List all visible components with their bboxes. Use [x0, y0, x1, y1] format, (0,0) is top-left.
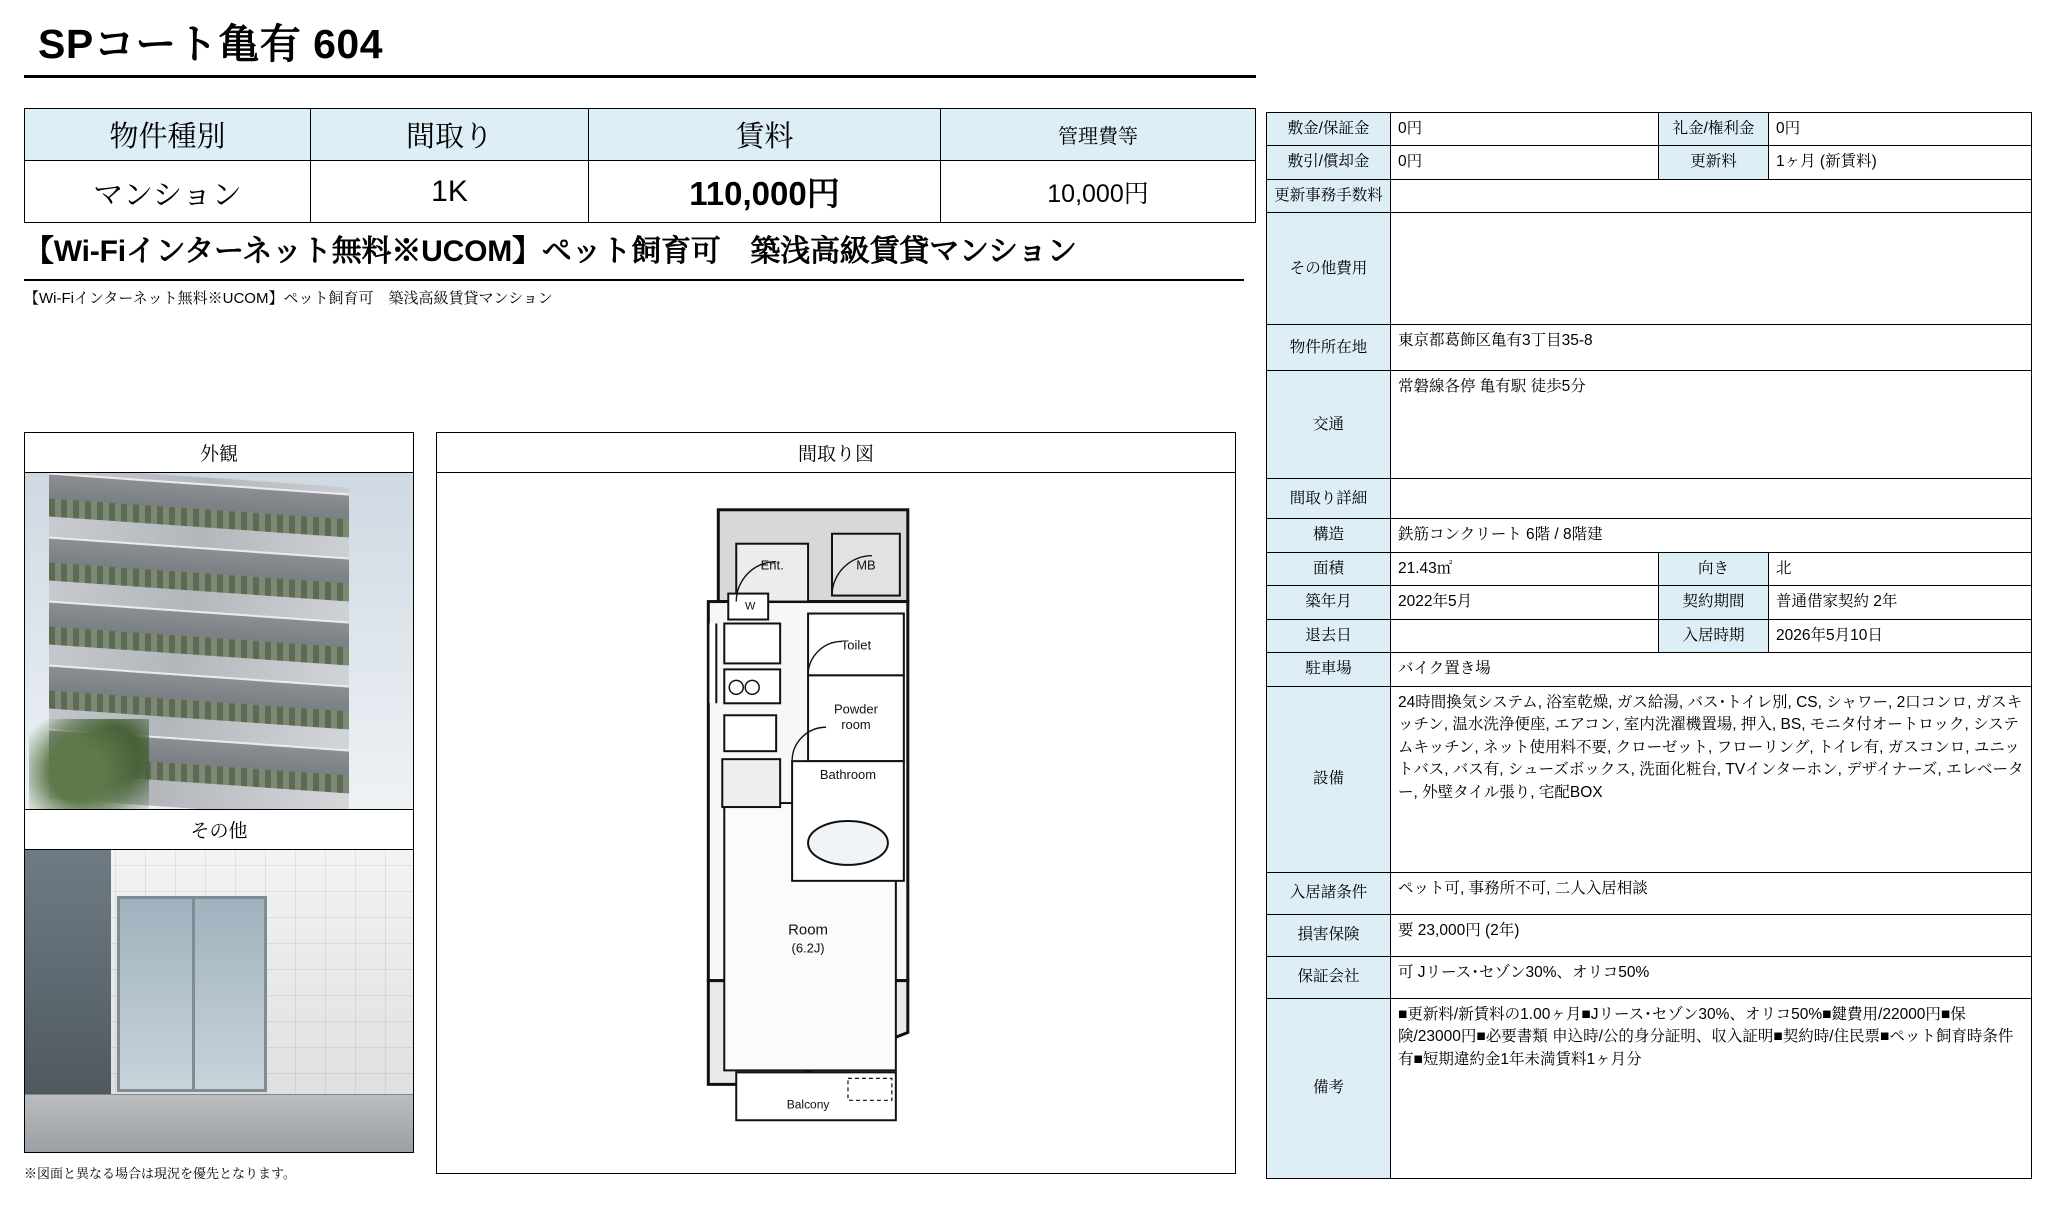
label-built: 築年月 [1267, 586, 1391, 619]
value-renew-admin [1391, 179, 2032, 212]
value-contract: 普通借家契約 2年 [1769, 586, 2032, 619]
value-conditions: ペット可, 事務所不可, 二人入居相談 [1391, 872, 2032, 914]
summary-value-mgmt: 10,000円 [941, 161, 1256, 223]
value-amortize: 0円 [1391, 146, 1659, 179]
left-column [24, 108, 1256, 308]
row-guarantor [1267, 956, 2032, 998]
summary-header-layout: 間取り [311, 109, 589, 161]
summary-header-row [25, 109, 1256, 161]
exterior-caption: 外観 [25, 433, 413, 473]
floorplan-caption: 間取り図 [437, 433, 1235, 473]
label-moveout: 退去日 [1267, 619, 1391, 652]
value-renew-fee: 1ヶ月 (新賃料) [1769, 146, 2032, 179]
label-amortize: 敷引/償却金 [1267, 146, 1391, 179]
label-conditions: 入居諸条件 [1267, 872, 1391, 914]
label-direction: 向き [1659, 552, 1769, 585]
label-renew-admin: 更新事務手数料 [1267, 179, 1391, 212]
label-w: W [745, 600, 756, 613]
summary-value-rent: 110,000円 [589, 161, 941, 223]
summary-header-mgmt: 管理費等 [941, 109, 1256, 161]
label-area: 面積 [1267, 552, 1391, 585]
other-caption: その他 [25, 810, 413, 850]
label-address: 物件所在地 [1267, 325, 1391, 371]
label-guarantor: 保証会社 [1267, 956, 1391, 998]
catch-copy-sub: 【Wi-Fiインターネット無料※UCOM】ペット飼育可 築浅高級賃貸マンション [24, 289, 553, 307]
value-remarks: ■更新料/新賃料の1.00ヶ月■Jリース･セゾン30%、オリコ50%■鍵費用/22000円■保険/23000円■必要書類 申込時/公的身分証明、収入証明■契約時/住民票■ペット飼育時条件有■短期違約金1年未満賃料1ヶ月分 [1391, 998, 2032, 1178]
photo-column [24, 432, 414, 1182]
row-moveout [1267, 619, 2032, 652]
other-photo [25, 850, 413, 1152]
row-deposit [1267, 113, 2032, 146]
summary-value-layout: 1K [311, 161, 589, 223]
label-access: 交通 [1267, 371, 1391, 479]
floorplan-image [437, 473, 1235, 1173]
floorplan-box [436, 432, 1236, 1174]
label-key-money: 礼金/権利金 [1659, 113, 1769, 146]
row-area [1267, 552, 2032, 585]
value-other-cost [1391, 213, 2032, 325]
catch-copy: 【Wi-Fiインターネット無料※UCOM】ペット飼育可 築浅高級賃貸マンション [24, 233, 1244, 281]
value-address: 東京都葛飾区亀有3丁目35-8 [1391, 325, 2032, 371]
value-access: 常磐線各停 亀有駅 徒歩5分 [1391, 371, 2032, 479]
detail-column [1266, 112, 2032, 1179]
row-remarks [1267, 998, 2032, 1178]
label-deposit: 敷金/保証金 [1267, 113, 1391, 146]
summary-header-type: 物件種別 [25, 109, 311, 161]
label-layout-detail: 間取り詳細 [1267, 479, 1391, 519]
exterior-photo [25, 473, 413, 809]
value-key-money: 0円 [1769, 113, 2032, 146]
row-parking [1267, 653, 2032, 686]
disclaimer-note: ※図面と異なる場合は現況を優先となります。 [24, 1166, 296, 1181]
value-equipment: 24時間換気システム, 浴室乾燥, ガス給湯, バス･トイレ別, CS, シャワー, 2口コンロ, ガスキッチン, 温水洗浄便座, エアコン, 室内洗濯機置場, 押入, BS, モニタ付オートロック, システムキッチン, ネット使用料不要, クローゼット, フローリング, トイレ有, ガスコンロ, ユニットバス, バス有, シューズボックス, 洗面化粧台, TVインターホン, デザイナーズ, エレベーター, 外壁タイル張り, 宅配BOX [1391, 686, 2032, 872]
summary-header-rent: 賃料 [589, 109, 941, 161]
exterior-photo-box [24, 432, 414, 810]
detail-table [1266, 112, 2032, 1179]
label-bathroom: Bathroom [819, 767, 877, 783]
page-title [24, 18, 1256, 78]
label-remarks: 備考 [1267, 998, 1391, 1178]
summary-value-row [25, 161, 1256, 223]
row-layout-detail [1267, 479, 2032, 519]
label-ent: Ent. [760, 557, 784, 573]
label-mb: MB [856, 557, 876, 573]
value-movein: 2026年5月10日 [1769, 619, 2032, 652]
value-structure: 鉄筋コンクリート 6階 / 8階建 [1391, 519, 2032, 552]
value-deposit: 0円 [1391, 113, 1659, 146]
row-conditions [1267, 872, 2032, 914]
label-parking: 駐車場 [1267, 653, 1391, 686]
label-contract: 契約期間 [1659, 586, 1769, 619]
row-other-cost [1267, 213, 2032, 325]
label-other-cost: その他費用 [1267, 213, 1391, 325]
label-structure: 構造 [1267, 519, 1391, 552]
label-balcony: Balcony [786, 1097, 830, 1112]
value-moveout [1391, 619, 1659, 652]
row-built [1267, 586, 2032, 619]
label-room-size: (6.2J) [791, 940, 825, 956]
row-renew-admin [1267, 179, 2032, 212]
row-access [1267, 371, 2032, 479]
label-powder-2: room [841, 717, 871, 733]
property-name: SPコート亀有 604 [38, 21, 383, 67]
summary-table [24, 108, 1256, 223]
label-powder-1: Powder [833, 701, 878, 717]
label-room: Room [788, 921, 829, 939]
row-equipment [1267, 686, 2032, 872]
value-guarantor: 可 Jリース･セゾン30%、オリコ50% [1391, 956, 2032, 998]
row-insurance [1267, 914, 2032, 956]
floorplan-column [436, 432, 1236, 1182]
value-insurance: 要 23,000円 (2年) [1391, 914, 2032, 956]
media-section [24, 432, 1256, 1182]
value-direction: 北 [1769, 552, 2032, 585]
value-area: 21.43㎡ [1391, 552, 1659, 585]
row-address [1267, 325, 2032, 371]
value-parking: バイク置き場 [1391, 653, 2032, 686]
summary-value-type: マンション [25, 161, 311, 223]
label-insurance: 損害保険 [1267, 914, 1391, 956]
label-renew-fee: 更新料 [1659, 146, 1769, 179]
label-toilet: Toilet [840, 637, 872, 653]
label-movein: 入居時期 [1659, 619, 1769, 652]
floorplan-drawing [437, 473, 1235, 1173]
other-photo-box [24, 810, 414, 1153]
label-equipment: 設備 [1267, 686, 1391, 872]
row-amortize [1267, 146, 2032, 179]
value-built: 2022年5月 [1391, 586, 1659, 619]
value-layout-detail [1391, 479, 2032, 519]
row-structure [1267, 519, 2032, 552]
